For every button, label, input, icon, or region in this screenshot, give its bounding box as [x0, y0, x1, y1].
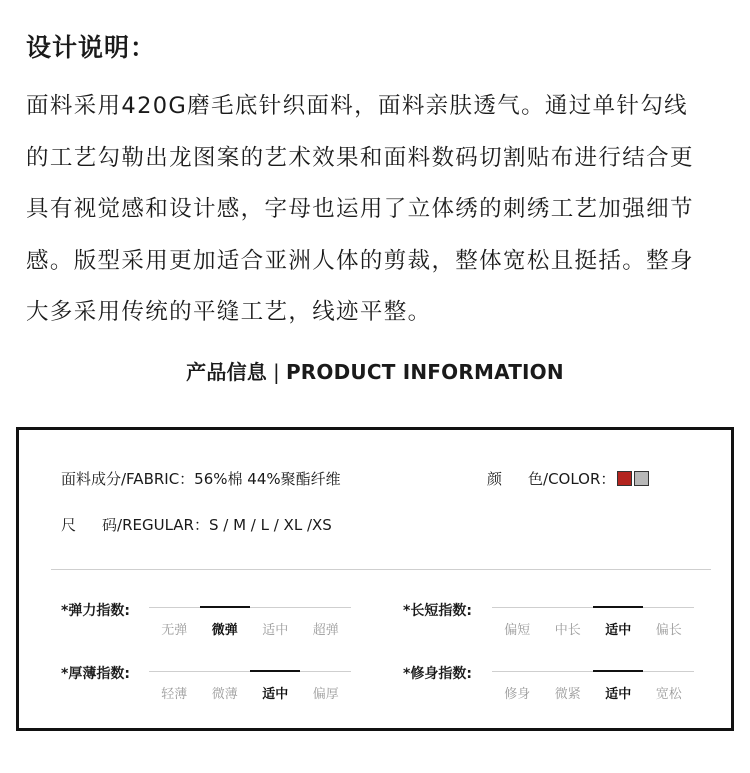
- fabric-composition: 面料成分/FABRIC：56%棉 44%聚酯纤维: [61, 470, 341, 488]
- thickness-index-scale: [149, 671, 351, 705]
- scale-option: 宽松: [655, 687, 682, 702]
- scale-option: 偏短: [504, 623, 531, 638]
- scale-selected-marker: [593, 670, 643, 672]
- design-description-line: 面料采用420G磨毛底针织面料，面料亲肤透气。通过单针勾线: [26, 93, 689, 119]
- size-row: [61, 514, 332, 535]
- color-swatch-gray: [634, 471, 649, 486]
- design-description-line: 的工艺勾勒出龙图案的艺术效果和面料数码切割贴布进行结合更: [26, 144, 694, 171]
- size-label-prefix: 尺: [61, 516, 77, 534]
- color-label-prefix: 颜: [487, 470, 503, 488]
- design-description-line: 大多采用传统的平缝工艺，线迹平整。: [26, 299, 432, 325]
- length-index-scale: [492, 607, 694, 641]
- scale-option: 无弹: [161, 623, 188, 638]
- scale-option: 轻薄: [161, 687, 188, 702]
- design-description-title: 设计说明：: [26, 33, 157, 62]
- scale-option-selected: 适中: [605, 687, 632, 702]
- scale-selected-marker: [250, 670, 300, 672]
- scale-option: 微薄: [211, 687, 238, 702]
- product-info-heading: [0, 356, 750, 385]
- scale-option: 微紧: [554, 687, 581, 702]
- scale-option-selected: 适中: [605, 623, 632, 638]
- fit-index-label: *修身指数:: [403, 666, 472, 682]
- product-info-panel: [16, 427, 734, 731]
- thickness-index-label: *厚薄指数:: [61, 666, 130, 682]
- product-info-heading-en: PRODUCT INFORMATION: [285, 360, 564, 384]
- scale-option-selected: 适中: [262, 687, 289, 702]
- elasticity-index-label: *弹力指数:: [61, 603, 130, 619]
- heading-separator: |: [272, 360, 280, 384]
- size-label: 码/REGULAR：S / M / L / XL /XS: [102, 516, 332, 534]
- product-info-heading-cn: 产品信息: [186, 360, 267, 384]
- scale-option: 适中: [262, 623, 289, 638]
- divider: [51, 569, 711, 570]
- color-row: [487, 468, 649, 489]
- design-description-body: [26, 81, 730, 339]
- scale-selected-marker: [593, 606, 643, 608]
- scale-option: 超弹: [312, 623, 339, 638]
- length-index-label: *长短指数:: [403, 603, 472, 619]
- elasticity-index-scale: [149, 607, 351, 641]
- scale-option: 偏长: [655, 623, 682, 638]
- scale-option: 偏厚: [312, 687, 339, 702]
- color-swatch-red: [617, 471, 632, 486]
- scale-option: 中长: [554, 623, 581, 638]
- color-label: 色/COLOR：: [528, 470, 616, 488]
- scale-selected-marker: [200, 606, 250, 608]
- scale-option: 修身: [504, 687, 531, 702]
- scale-track: [149, 607, 351, 608]
- fit-index-scale: [492, 671, 694, 705]
- design-description-line: 感。版型采用更加适合亚洲人体的剪裁，整体宽松且挺括。整身: [26, 247, 694, 274]
- scale-option-selected: 微弹: [211, 623, 238, 638]
- design-description-line: 具有视觉感和设计感，字母也运用了立体绣的刺绣工艺加强细节: [26, 196, 694, 222]
